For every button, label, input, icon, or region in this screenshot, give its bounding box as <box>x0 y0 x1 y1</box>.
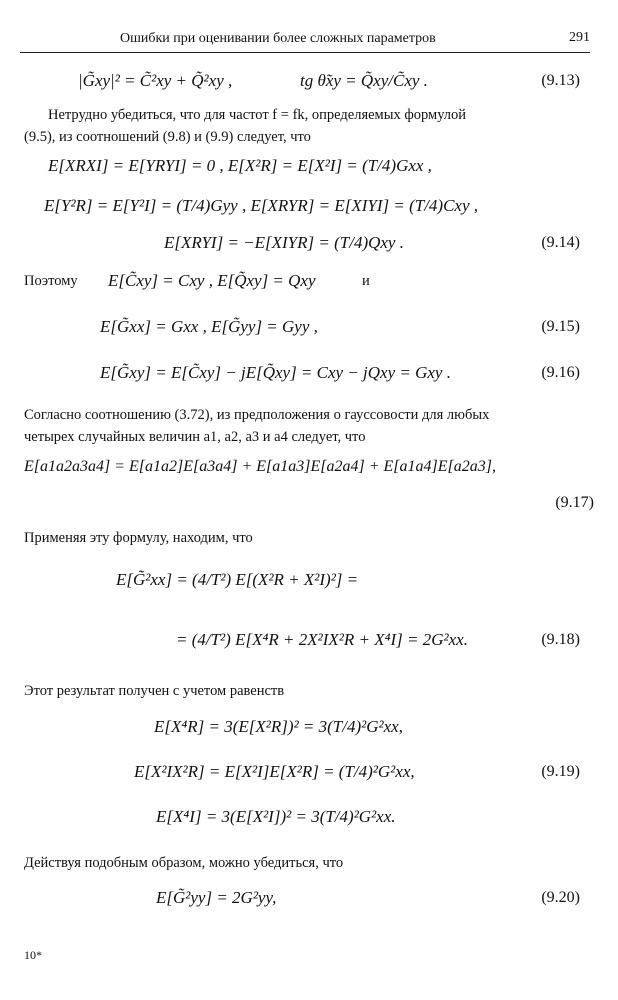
therefore-line <box>0 266 618 296</box>
equation-9-19-a <box>0 712 618 742</box>
equation-9-14-a <box>0 151 618 181</box>
eq-9-17-text: E[a1a2a3a4] = E[a1a2]E[a3a4] + E[a1a3]E[a2a4] + E[a1a4]E[a2a3], <box>24 458 496 475</box>
eq-number-9-14: (9.14) <box>541 234 580 251</box>
equation-9-18-a <box>0 565 618 595</box>
eq-9-18-b-text: = (4/T²) E[X⁴R + 2X²IX²R + X⁴I] = 2G²xx. <box>176 630 468 649</box>
paragraph-1-line-1: Нетрудно убедиться, что для частот f = fk, определяемых формулой <box>48 107 467 123</box>
eq-9-13-left: |G̃xy|² = C̃²xy + Q̃²xy , <box>78 71 233 90</box>
equation-9-13 <box>0 66 618 96</box>
equation-9-19-c <box>0 802 618 832</box>
eq-9-18-a-text: E[G̃²xx] = (4/T²) E[(X²R + X²I)²] = <box>116 570 359 589</box>
equation-9-15 <box>0 312 618 342</box>
eq-9-14-a-text: E[XRXI] = E[YRYI] = 0 , E[X²R] = E[X²I] = (T/4)Gxx , <box>48 156 432 175</box>
paragraph-2-line-1: Согласно соотношению (3.72), из предположения о гауссовости для любых <box>24 407 490 423</box>
equation-9-17-number-row <box>0 488 618 518</box>
eq-number-9-19: (9.19) <box>541 763 580 780</box>
therefore-and: и <box>362 273 370 289</box>
running-title: Ошибки при оценивании более сложных параметров <box>120 31 436 46</box>
paragraph-2-line-2: четырех случайных величин a1, a2, a3 и a4 следует, что <box>24 429 366 445</box>
equation-9-18-b <box>0 625 618 655</box>
eq-number-9-20: (9.20) <box>541 889 580 906</box>
eq-number-9-13: (9.13) <box>541 72 580 89</box>
eq-9-13-right: tg θ̃xy = Q̃xy/C̃xy . <box>300 71 428 90</box>
eq-9-19-c-text: E[X⁴I] = 3(E[X²I])² = 3(T/4)²G²xx. <box>156 807 396 826</box>
equation-9-14-b <box>0 191 618 221</box>
signature-mark: 10* <box>24 948 42 962</box>
paragraph-1-line-2: (9.5), из соотношений (9.8) и (9.9) следует, что <box>24 129 311 145</box>
therefore-word: Поэтому <box>24 273 78 289</box>
eq-number-9-15: (9.15) <box>541 318 580 335</box>
paragraph-3: Применяя эту формулу, находим, что <box>24 530 253 546</box>
paragraph-4: Этот результат получен с учетом равенств <box>24 683 285 699</box>
therefore-expression: E[C̃xy] = Cxy , E[Q̃xy] = Qxy <box>108 271 316 290</box>
eq-9-16-text: E[G̃xy] = E[C̃xy] − jE[Q̃xy] = Cxy − jQxy = Gxy . <box>100 363 451 382</box>
paragraph-5: Действуя подобным образом, можно убедиться, что <box>24 855 344 871</box>
eq-number-9-18: (9.18) <box>541 631 580 648</box>
eq-9-15-text: E[G̃xx] = Gxx , E[G̃yy] = Gyy , <box>100 317 318 336</box>
eq-9-20-text: E[G̃²yy] = 2G²yy, <box>156 888 277 907</box>
page-number: 291 <box>569 30 590 45</box>
eq-9-19-a-text: E[X⁴R] = 3(E[X²R])² = 3(T/4)²G²xx, <box>154 717 403 736</box>
running-header <box>20 28 590 53</box>
equation-9-19-b <box>0 757 618 787</box>
equation-9-14-c <box>0 228 618 258</box>
eq-number-9-17: (9.17) <box>555 494 594 511</box>
eq-9-14-c-text: E[XRYI] = −E[XIYR] = (T/4)Qxy . <box>164 233 404 252</box>
equation-9-17 <box>0 452 618 482</box>
equation-9-16 <box>0 358 618 388</box>
eq-9-14-b-text: E[Y²R] = E[Y²I] = (T/4)Gyy , E[XRYR] = E[XIYI] = (T/4)Cxy , <box>44 196 479 215</box>
equation-9-20 <box>0 883 618 913</box>
eq-9-19-b-text: E[X²IX²R] = E[X²I]E[X²R] = (T/4)²G²xx, <box>134 762 415 781</box>
eq-number-9-16: (9.16) <box>541 364 580 381</box>
